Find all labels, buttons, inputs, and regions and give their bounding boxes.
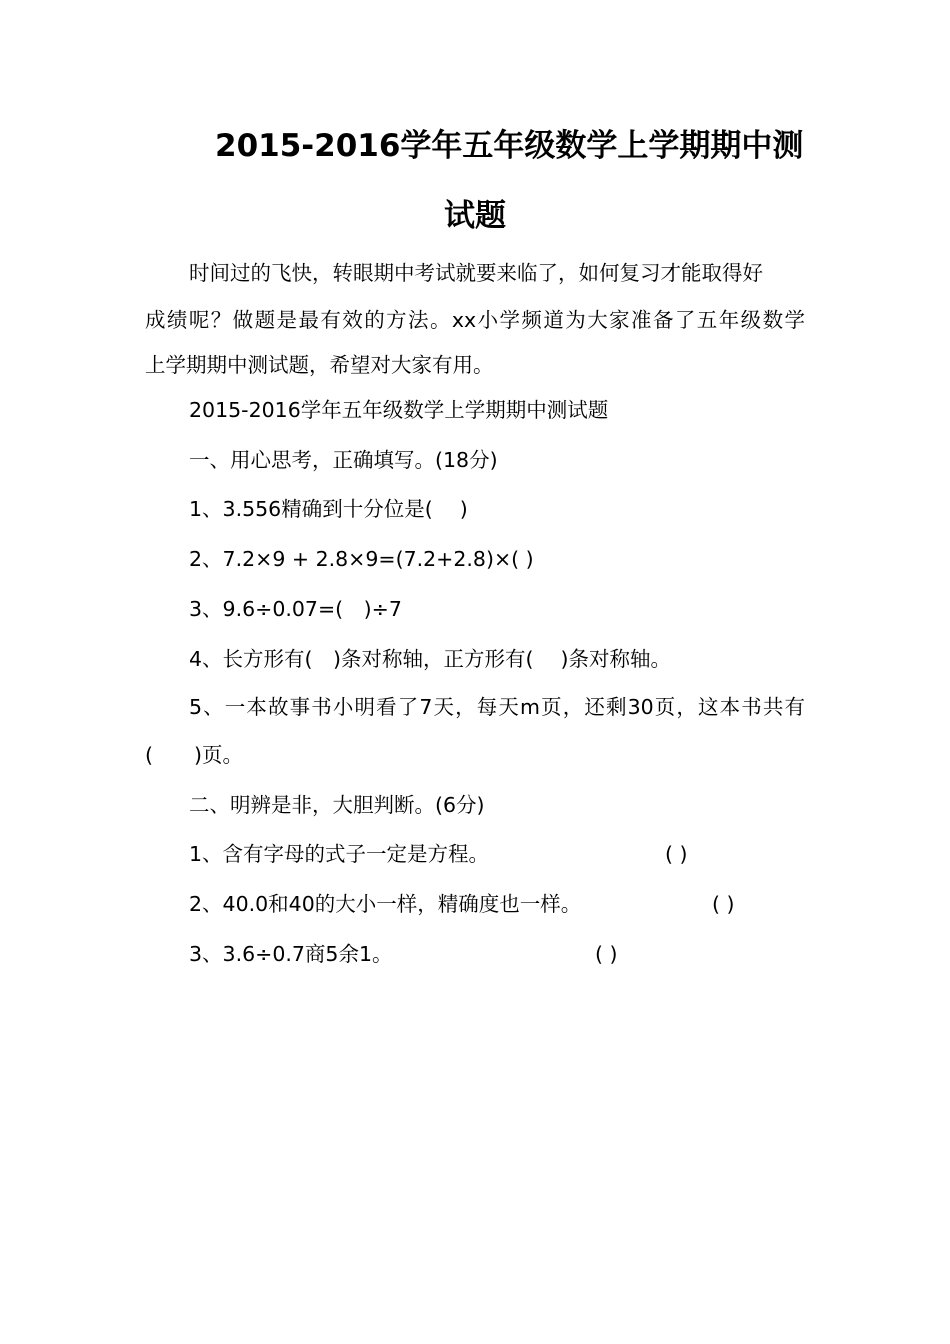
exam-subtitle: 2015-2016学年五年级数学上学期期中测试题 xyxy=(189,398,609,422)
section-2-item-1-answer-paren: ( ) xyxy=(665,842,688,866)
section-1-item-2: 2、7.2×9 + 2.8×9=(7.2+2.8)×( ) xyxy=(189,547,534,571)
section-2-item-2: 2、40.0和40的大小一样，精确度也一样。 xyxy=(189,892,582,916)
section-2-item-3-answer-paren: ( ) xyxy=(595,942,618,966)
section-1-item-5-line-1: 5、一本故事书小明看了7天，每天m页，还剩30页，这本书共有 xyxy=(189,695,805,719)
section-1-item-3: 3、9.6÷0.07=( )÷7 xyxy=(189,597,402,621)
section-2-heading: 二、明辨是非，大胆判断。(6分) xyxy=(189,793,485,817)
section-1-item-5-line-2: ( )页。 xyxy=(145,743,243,767)
section-1-item-1: 1、3.556精确到十分位是( ) xyxy=(189,497,468,521)
section-2-item-2-answer-paren: ( ) xyxy=(712,892,735,916)
section-2-item-1: 1、含有字母的式子一定是方程。 xyxy=(189,842,490,866)
section-1-heading: 一、用心思考，正确填写。(18分) xyxy=(189,448,498,472)
document-title-line-2: 试题 xyxy=(444,198,506,234)
section-2-item-3: 3、3.6÷0.7商5余1。 xyxy=(189,942,393,966)
intro-line-2: 成绩呢？做题是最有效的方法。xx小学频道为大家准备了五年级数学 xyxy=(145,308,805,332)
intro-line-1: 时间过的飞快，转眼期中考试就要来临了，如何复习才能取得好 xyxy=(189,261,763,285)
intro-line-3: 上学期期中测试题，希望对大家有用。 xyxy=(145,353,494,377)
document-title-line-1: 2015-2016学年五年级数学上学期期中测 xyxy=(215,128,804,164)
section-1-item-4: 4、长方形有( )条对称轴，正方形有( )条对称轴。 xyxy=(189,647,672,671)
